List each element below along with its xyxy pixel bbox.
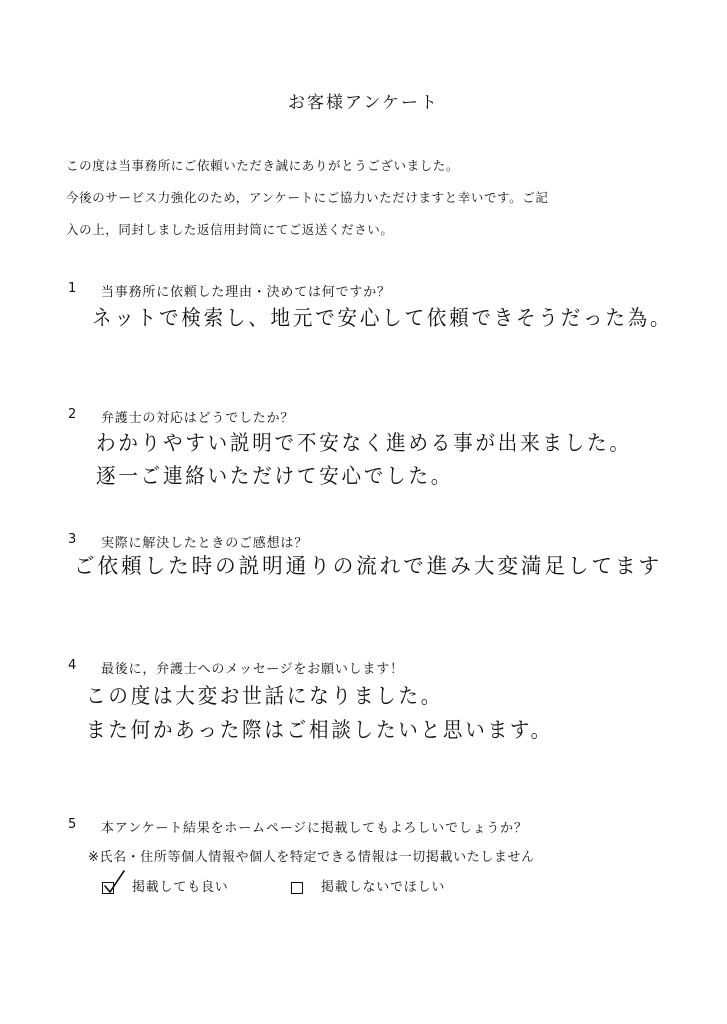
option-publish-no[interactable] (291, 876, 445, 895)
handwritten-answer: ネットで検索し、地元で安心して依頼できそうだった為。 (92, 306, 673, 330)
checkbox-checked[interactable] (102, 882, 114, 894)
handwritten-answer: わかりやすい説明で不安なく進める事が出来ました。 (96, 431, 632, 455)
question-text: 最後に，弁護士へのメッセージをお願いします！ (101, 662, 404, 677)
checkmark-icon (104, 869, 126, 895)
page-title: お客様アンケート (288, 93, 439, 113)
option-label: 掲載しないでほしい (321, 880, 446, 895)
question-number: 2 (68, 407, 77, 422)
question-number: 5 (68, 817, 77, 832)
question-text: 実際に解決したときのご感想は？ (101, 536, 309, 551)
checkbox-unchecked[interactable] (291, 882, 303, 894)
question-text: 当事務所に依頼した理由・決めては何ですか？ (101, 285, 391, 300)
option-publish-ok[interactable] (102, 876, 229, 895)
question-text: 本アンケート結果をホームページに掲載してもよろしいでしょうか？ (101, 821, 528, 836)
question-text: 弁護士の対応はどうでしたか？ (101, 411, 295, 426)
option-label: 掲載しても良い (132, 880, 229, 895)
handwritten-answer: ご依頼した時の説明通りの流れで進み大変満足してます (74, 554, 662, 578)
privacy-note: ※氏名・住所等個人情報や個人を特定できる情報は一切掲載いたしません (88, 850, 535, 865)
handwritten-answer: この度は大変お世話になりました。 (86, 684, 444, 708)
intro-line-2: 今後のサービス力強化のため，アンケートにご協力いただけますと幸いです。ご記 (66, 190, 549, 205)
question-number: 3 (68, 532, 77, 547)
handwritten-answer: また何かあった際はご相談したいと思います。 (86, 718, 553, 742)
question-number: 1 (68, 281, 77, 296)
intro-line-1: この度は当事務所にご依頼いただき誠にありがとうございました。 (66, 158, 460, 173)
question-number: 4 (68, 658, 77, 673)
handwritten-answer: 逐一ご連絡いただけて安心でした。 (96, 464, 454, 488)
intro-line-3: 入の上，同封しました返信用封筒にてご返送ください。 (66, 222, 394, 237)
